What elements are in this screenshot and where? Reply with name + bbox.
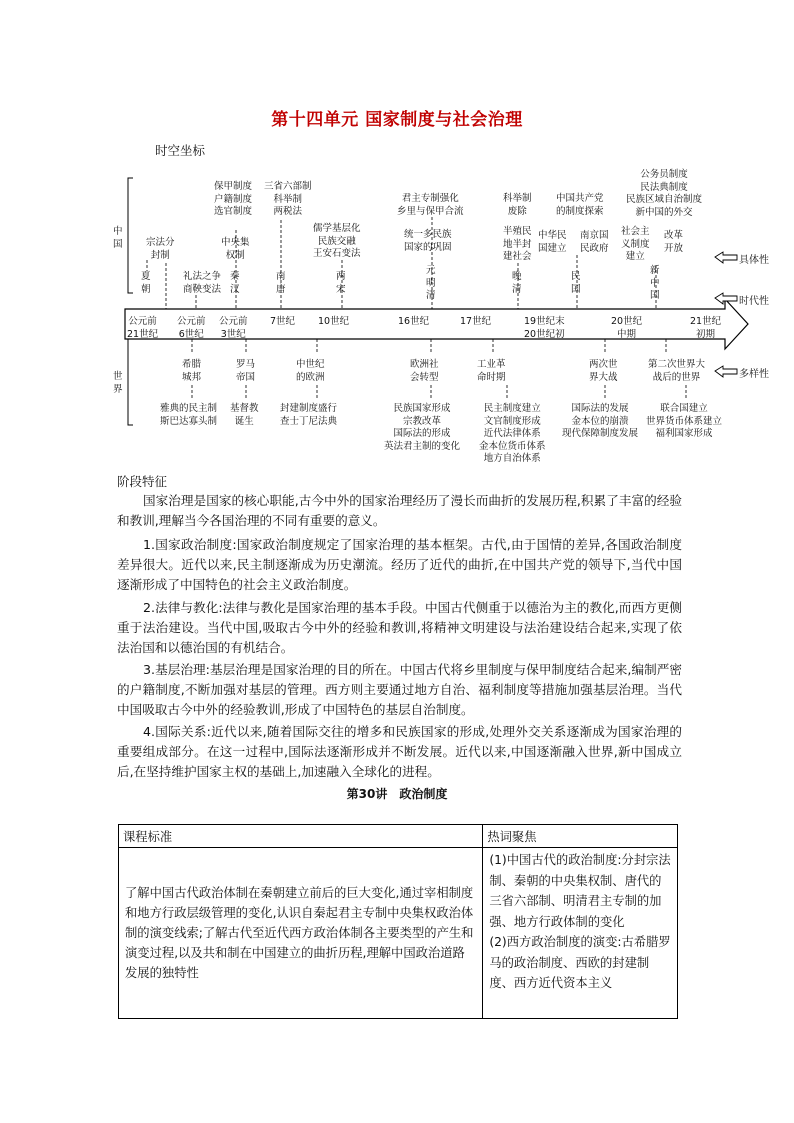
axis-tick: 10世纪 bbox=[318, 316, 350, 327]
world-event: 封建制度盛行 查士丁尼法典 bbox=[280, 403, 338, 427]
table-header-row bbox=[119, 825, 678, 848]
china-event: 儒学基层化 民族交融 王安石变法 bbox=[313, 223, 361, 259]
stage-section-label: 阶段特征 bbox=[117, 474, 168, 489]
world-event: 民主制度建立 文官制度形成 近代法律体系 金本位货币体系 地方自治体系 bbox=[479, 403, 546, 464]
world-event: 基督教 诞生 bbox=[230, 403, 259, 427]
china-event: 中华民 国建立 bbox=[538, 230, 567, 254]
china-event: 中央集 权制 bbox=[221, 237, 250, 261]
axis-tick: 17世纪 bbox=[460, 316, 492, 327]
timeline-section-label: 时空坐标 bbox=[155, 143, 206, 158]
china-period: 两 宋 bbox=[336, 271, 346, 295]
curriculum-table bbox=[118, 824, 678, 1019]
table-header-standard: 课程标准 bbox=[119, 825, 483, 848]
table-row bbox=[119, 848, 678, 1019]
china-event: 社会主 义制度 建立 bbox=[621, 226, 650, 262]
side-label-diversity: 多样性 bbox=[739, 369, 769, 380]
china-event: 三省六部制 科举制 两税法 bbox=[264, 181, 312, 217]
china-period: 南 唐 bbox=[276, 271, 286, 295]
keyword-item: (1)中国古代的政治制度:分封宗法制、秦朝的中央集权制、唐代的三省六部制、明清君主专制的加强、地方行政体制的变化 bbox=[489, 853, 671, 929]
keyword-item: (2)西方政治制度的演变:古希腊罗马的政治制度、西欧的封建制度、西方近代资本主义 bbox=[489, 935, 671, 990]
axis-tick: 16世纪 bbox=[398, 316, 430, 327]
stage-item: 3.基层治理:基层治理是国家治理的目的所在。中国古代将乡里制度与保甲制度结合起来,编制严密的户籍制度,不断加强对基层的管理。西方则主要通过地方自治、福利制度等措施加强基层治理。当代中国吸取古今中外的经验教训,形成了中国特色的基层自治制度。 bbox=[117, 662, 682, 718]
china-event: 君主专制强化 乡里与保甲合流 bbox=[397, 193, 464, 217]
china-event: 公务员制度 民法典制度 民族区域自治制度 新中国的外交 bbox=[626, 169, 703, 218]
china-period: 晚 清 bbox=[512, 271, 522, 295]
world-period: 工业革 命时期 bbox=[477, 359, 506, 383]
china-event: 半殖民 地半封 建社会 bbox=[503, 226, 532, 262]
side-label-specific: 具体性 bbox=[739, 255, 769, 266]
axis-tick: 20世纪 中期 bbox=[611, 316, 643, 340]
standard-text: 了解中国古代政治体制在秦朝建立前后的巨大变化,通过宰相制度和地方行政层级管理的变化,认识自秦起君主专制中央集权政治体制的演变线索;了解古代至近代西方政治体制各主要类型的产生和演变过程,以及共和制在中国建立的曲折历程,理解中国政治道路发展的独特性 bbox=[119, 848, 483, 1019]
china-period: 民 国 bbox=[571, 271, 581, 295]
world-period: 希腊 城邦 bbox=[182, 359, 202, 383]
china-event: 科举制 废除 bbox=[503, 193, 532, 217]
axis-tick: 公元前 3世纪 bbox=[219, 316, 248, 340]
stage-intro: 国家治理是国家的核心职能,古今中外的国家治理经历了漫长而曲折的发展历程,积累了丰富的经验和教训,理解当今各国治理的不同有重要的意义。 bbox=[117, 493, 682, 529]
china-event: 改革 开放 bbox=[664, 230, 684, 254]
axis-tick: 21世纪 初期 bbox=[690, 316, 722, 340]
china-event: 统一多民族 国家的巩固 bbox=[404, 229, 452, 253]
china-period: 元 明 清 bbox=[426, 265, 436, 301]
stage-item: 1.国家政治制度:国家政治制度规定了国家治理的基本框架。古代,由于国情的差异,各国政治制度差异很大。近代以来,民主制逐渐成为历史潮流。经历了近代的曲折,在中国共产党的领导下,当代中国逐渐形成了中国特色的社会主义政治制度。 bbox=[117, 537, 682, 593]
world-period: 两次世 界大战 bbox=[589, 359, 618, 383]
table-header-keywords: 热词聚焦 bbox=[483, 825, 678, 848]
china-period: 夏 朝 bbox=[141, 271, 151, 295]
region-label-china: 中 国 bbox=[113, 226, 123, 250]
axis-tick: 19世纪末 20世纪初 bbox=[524, 316, 565, 340]
world-period: 中世纪 的欧洲 bbox=[296, 359, 325, 383]
timeline-diagram bbox=[0, 160, 794, 464]
china-period: 秦 汉 bbox=[230, 271, 240, 295]
china-event: 中国共产党 的制度探索 bbox=[556, 193, 604, 217]
unit-title: 第十四单元 国家制度与社会治理 bbox=[271, 110, 523, 130]
stage-item: 2.法律与教化:法律与教化是国家治理的基本手段。中国古代侧重于以德治为主的教化,而西方更侧重于法治建设。当代中国,吸取古今中外的经验和教训,将精神文明建设与法治建设结合起来,实现了依法治国和以德治国的有机结合。 bbox=[117, 600, 682, 656]
china-event: 宗法分 封制 bbox=[146, 237, 175, 261]
world-event: 雅典的民主制 斯巴达寡头制 bbox=[160, 403, 218, 427]
axis-tick: 公元前 21世纪 bbox=[127, 316, 159, 340]
world-period: 欧洲社 会转型 bbox=[410, 359, 439, 383]
axis-tick: 公元前 6世纪 bbox=[177, 316, 206, 340]
side-label-era: 时代性 bbox=[739, 296, 769, 307]
china-period: 新 中 国 bbox=[650, 265, 660, 301]
world-event: 民族国家形成 宗教改革 国际法的形成 英法君主制的变化 bbox=[384, 403, 461, 452]
world-period: 第二次世界大 战后的世界 bbox=[648, 359, 706, 383]
keywords-cell bbox=[483, 848, 678, 1019]
lecture-title: 第30讲 政治制度 bbox=[346, 787, 448, 801]
world-event: 联合国建立 世界货币体系建立 福利国家形成 bbox=[646, 403, 723, 439]
china-event: 礼法之争 商鞅变法 bbox=[183, 271, 222, 295]
china-event: 保甲制度 户籍制度 选官制度 bbox=[214, 181, 253, 217]
axis-tick: 7世纪 bbox=[270, 316, 296, 327]
region-label-world: 世 界 bbox=[113, 371, 123, 395]
world-event: 国际法的发展 金本位的崩溃 现代保障制度发展 bbox=[562, 403, 639, 439]
china-event: 南京国 民政府 bbox=[580, 230, 609, 254]
stage-item: 4.国际关系:近代以来,随着国际交往的增多和民族国家的形成,处理外交关系逐渐成为国家治理的重要组成部分。在这一过程中,国际法逐渐形成并不断发展。近代以来,中国逐渐融入世界,新中国成立后,在坚持维护国家主权的基础上,加速融入全球化的进程。 bbox=[117, 724, 682, 780]
world-period: 罗马 帝国 bbox=[236, 359, 256, 383]
